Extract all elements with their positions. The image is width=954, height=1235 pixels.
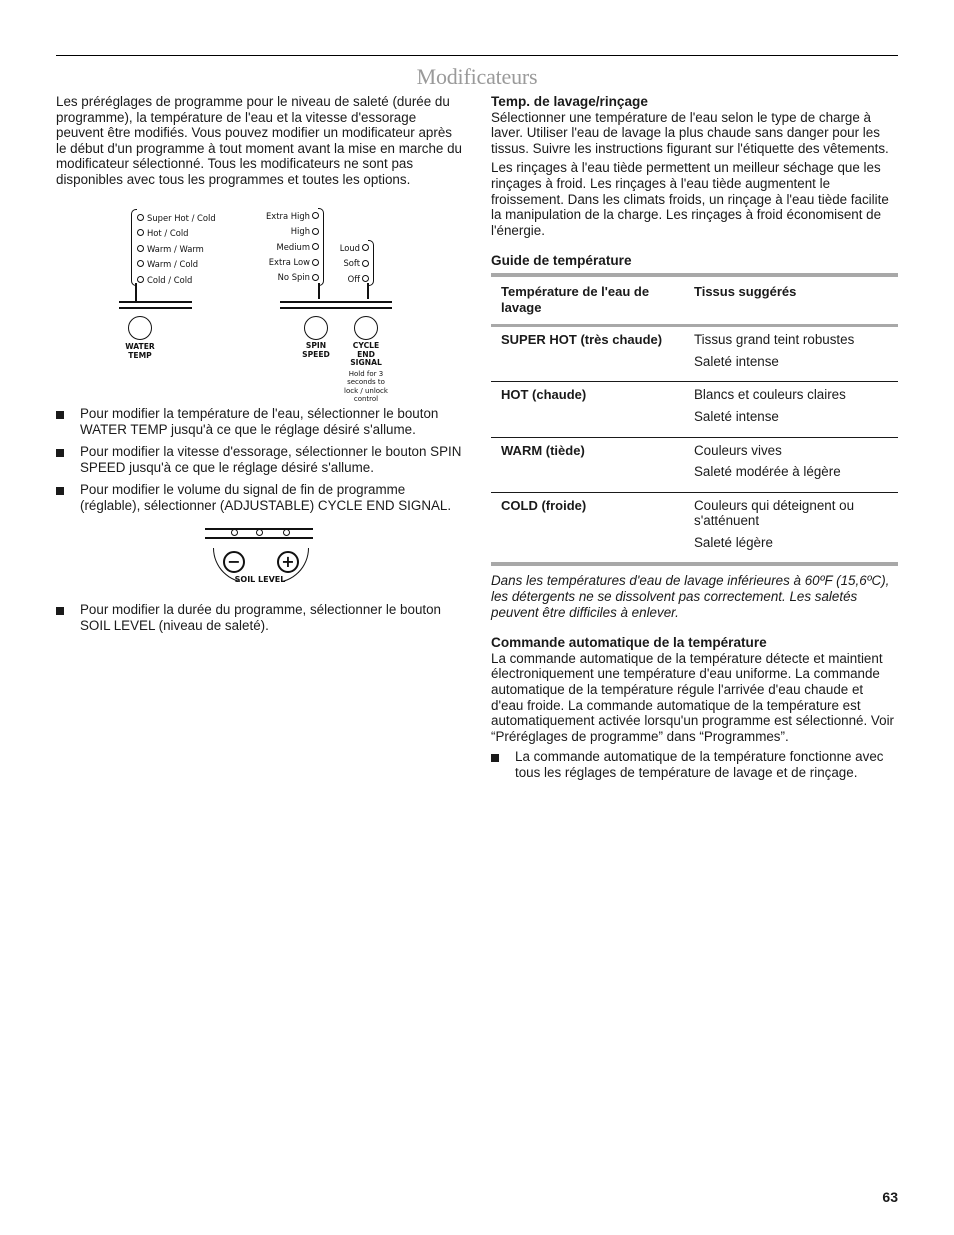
water-temp-label: WATER TEMP: [125, 342, 155, 360]
fabric-cell: Blancs et couleurs claires Saleté intense: [694, 387, 846, 424]
intro-paragraph: Les préréglages de programme pour le niveau de saleté (durée du programme), la température de l'eau et la vitesse d'essorage peuvent être modifiés. Vous pouvez modifier un modificateur après le début d'un programme à tout moment avant la mise en marche du modificateur sélectionné. Tous les modificateurs ne sont pas disponibles avec tous les programmes et toutes les options.: [56, 94, 462, 187]
plus-icon: +: [281, 552, 295, 571]
water-temp-option: Super Hot / Cold: [147, 213, 216, 223]
table-row: [491, 382, 898, 437]
temp-cell: HOT (chaude): [501, 387, 587, 403]
table-row: [491, 437, 898, 492]
temp-cell: COLD (froide): [501, 497, 587, 513]
spin-speed-option: No Spin: [277, 272, 310, 282]
bullet-spin-speed: Pour modifier la vitesse d'essorage, sélectionner le bouton SPIN SPEED jusqu'à ce que le réglage désiré s'allume.: [56, 444, 466, 475]
bullet-water-temp: Pour modifier la température de l'eau, sélectionner le bouton WATER TEMP jusqu'à ce que le réglage désiré s'allume.: [56, 406, 466, 437]
table-row: [491, 492, 898, 564]
wash-rinse-paragraph-1: Sélectionner une température de l'eau selon le type de charge à laver. Utiliser l'eau de lavage la plus chaude sans danger pour les tissus. Suivre les instructions figurant sur l'étiquette des vêtements.: [491, 109, 889, 156]
water-temp-option: Warm / Cold: [147, 259, 199, 269]
led-indicator: [231, 529, 238, 536]
table-row: [491, 326, 898, 382]
cycle-end-signal-label: CYCLE END SIGNAL: [350, 341, 382, 368]
led-indicator: [256, 529, 263, 536]
section-heading-auto-temp: Commande automatique de la température: [491, 635, 767, 651]
temperature-guide-table: [491, 273, 898, 567]
page-number: 63: [882, 1189, 898, 1205]
auto-temp-paragraph: La commande automatique de la température détecte et maintient électroniquement une température d'eau uniforme. La commande automatique de la température régule l'arrivée d'eau chaude et d'eau froide. La commande automatique de la température est automatiquement activée lorsqu'un programme est sélectionné. Voir “Préréglages de programme” dans “Programmes”.: [491, 650, 895, 744]
water-temp-option: Cold / Cold: [147, 275, 193, 285]
column-header: Tissus suggérés: [694, 283, 797, 299]
water-temp-option: Hot / Cold: [147, 228, 189, 238]
bullet-auto-temp: La commande automatique de la température fonctionne avec tous les réglages de température de lavage et de rinçage.: [491, 749, 898, 780]
water-temp-option: Warm / Warm: [147, 244, 204, 254]
left-last-bullet: [56, 602, 466, 633]
spin-speed-option: High: [290, 226, 310, 236]
section-heading-wash-rinse: Temp. de lavage/rinçage: [491, 94, 648, 109]
spin-speed-label: SPIN SPEED: [302, 341, 330, 359]
wash-rinse-paragraph-2: Les rinçages à l'eau tiède permettent un meilleur séchage que les rinçages à froid. Les rinçages à l'eau tiède augmentent le froissement. Dans les climats froids, un rinçage à l'eau tiède facilite la manipulation de la charge. Les rinçages à froid économisent de l'énergie.: [491, 160, 889, 238]
spin-speed-option: Extra Low: [268, 257, 310, 267]
fabric-cell: Couleurs qui déteignent ou s'atténuent Saleté légère: [694, 497, 855, 550]
bullet-cycle-end: Pour modifier le volume du signal de fin de programme (réglable), sélectionner (ADJUSTABLE) CYCLE END SIGNAL.: [56, 482, 466, 513]
fabric-cell: Tissus grand teint robustes Saleté intense: [694, 332, 855, 369]
table-header-row: [491, 275, 898, 326]
spin-speed-option: Extra High: [265, 211, 310, 221]
temp-cell: SUPER HOT (très chaude): [501, 332, 663, 348]
fabric-cell: Couleurs vives Saleté modérée à légère: [694, 442, 841, 480]
page-title: Modificateurs: [416, 64, 538, 89]
cycle-end-option: Off: [347, 274, 360, 284]
section-heading-temp-guide: Guide de température: [491, 253, 632, 269]
right-column: [491, 94, 898, 781]
spin-speed-option: Medium: [276, 242, 310, 252]
bullet-soil-level: Pour modifier la durée du programme, sélectionner le bouton SOIL LEVEL (niveau de saleté).: [56, 602, 466, 633]
temp-guide-note: Dans les températures d'eau de lavage inférieures à 60ºF (15,6ºC), les détergents ne se dissolvent pas correctement. Les saletés peuvent être difficiles à enlever.: [491, 573, 890, 620]
led-indicator: [283, 529, 290, 536]
cycle-end-note: Hold for 3 seconds to lock / unlock control: [344, 370, 388, 404]
temp-cell: WARM (tiède): [501, 442, 585, 458]
minus-icon: −: [227, 552, 241, 571]
soil-level-label: SOIL LEVEL: [234, 575, 286, 584]
cycle-end-option: Loud: [339, 243, 360, 253]
column-header: Température de l'eau de lavage: [501, 283, 650, 315]
cycle-end-option: Soft: [343, 258, 360, 268]
